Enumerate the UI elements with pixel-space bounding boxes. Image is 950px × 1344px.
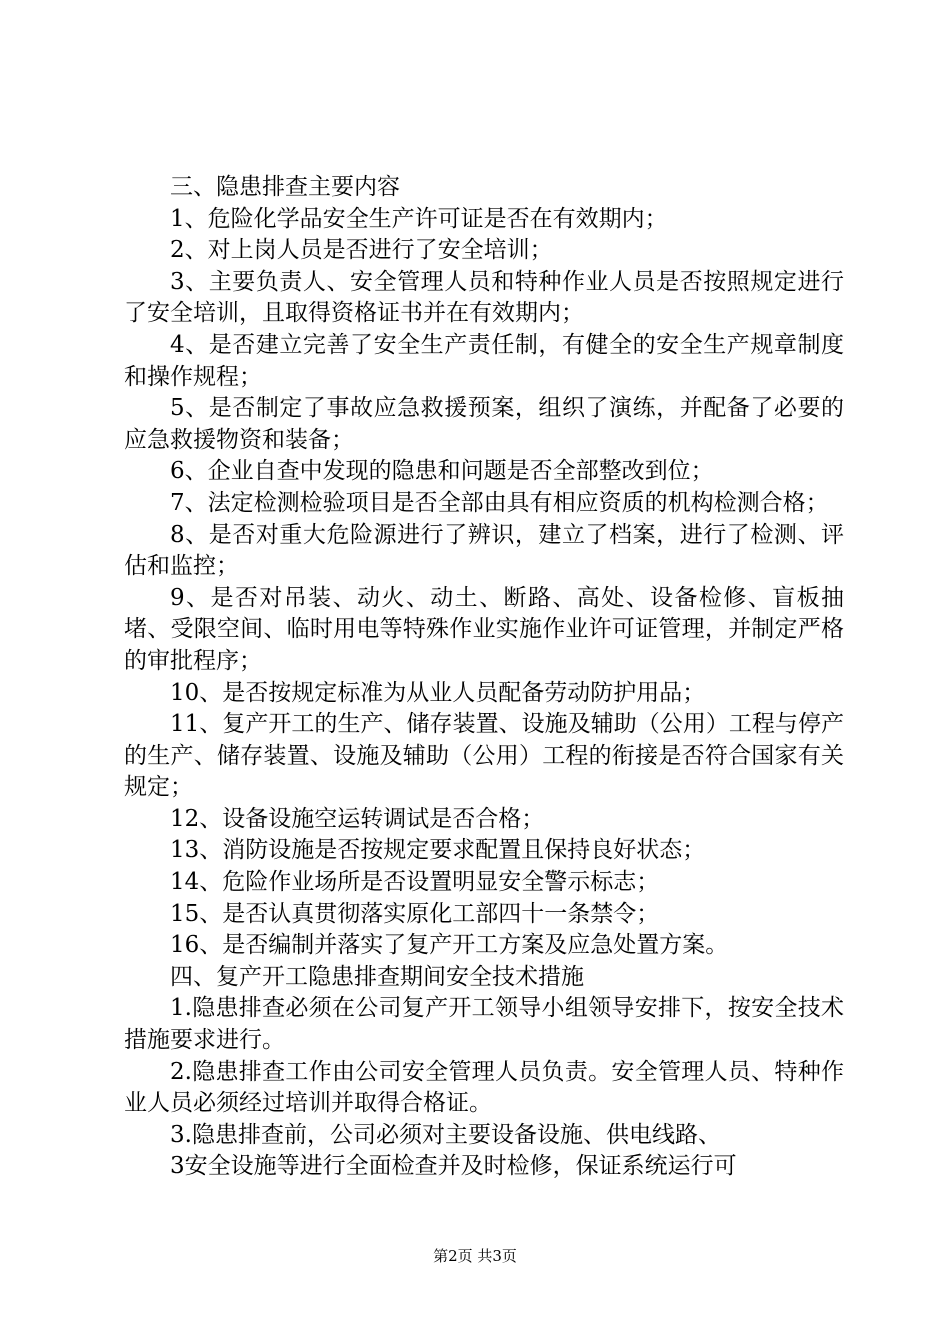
measure-item-1: 1.隐患排查必须在公司复产开工领导小组领导安排下，按安全技术措施要求进行。 (124, 995, 844, 1054)
list-item-2: 2、对上岗人员是否进行了安全培训； (170, 237, 553, 264)
list-item-7: 7、法定检测检验项目是否全部由具有相应资质的机构检测合格； (170, 489, 829, 516)
list-item-1: 1、危险化学品安全生产许可证是否在有效期内； (170, 205, 668, 232)
section-heading-3: 三、隐患排查主要内容 (170, 174, 400, 200)
section-heading-4: 四、复产开工隐患排查期间安全技术措施 (170, 963, 584, 990)
list-item-10: 10、是否按规定标准为从业人员配备劳动防护用品； (170, 679, 706, 706)
measure-item-2: 2.隐患排查工作由公司安全管理人员负责。安全管理人员、特种作业人员必须经过培训并取得合格证。 (124, 1058, 844, 1117)
list-item-16: 16、是否编制并落实了复产开工方案及应急处置方案。 (170, 932, 729, 959)
list-item-8: 8、是否对重大危险源进行了辨识，建立了档案，进行了检测、评估和监控； (124, 521, 844, 580)
page-number-footer: 第2页 共3页 (433, 1247, 517, 1265)
document-body (124, 172, 844, 1183)
list-item-11: 11、复产开工的生产、储存装置、设施及辅助（公用）工程与停产的生产、储存装置、设施及辅助（公用）工程的衔接是否符合国家有关规定； (124, 711, 844, 801)
list-item-6: 6、企业自查中发现的隐患和问题是否全部整改到位； (170, 458, 714, 485)
measure-item-3-continued: 3安全设施等进行全面检查并及时检修，保证系统运行可 (170, 1153, 737, 1180)
list-item-9: 9、是否对吊装、动火、动土、断路、高处、设备检修、盲板抽堵、受限空间、临时用电等特殊作业实施作业许可证管理，并制定严格的审批程序； (124, 584, 844, 674)
list-item-5: 5、是否制定了事故应急救援预案，组织了演练，并配备了必要的应急救援物资和装备； (124, 395, 844, 453)
list-item-14: 14、危险作业场所是否设置明显安全警示标志； (170, 869, 660, 896)
measure-item-3: 3.隐患排查前，公司必须对主要设备设施、供电线路、 (170, 1121, 721, 1148)
list-item-15: 15、是否认真贯彻落实原化工部四十一条禁令； (170, 900, 660, 927)
list-item-4: 4、是否建立完善了安全生产责任制，有健全的安全生产规章制度和操作规程； (124, 331, 844, 390)
list-item-3: 3、主要负责人、安全管理人员和特种作业人员是否按照规定进行了安全培训，且取得资格证书并在有效期内； (124, 268, 844, 327)
list-item-12: 12、设备设施空运转调试是否合格； (170, 805, 545, 832)
list-item-13: 13、消防设施是否按规定要求配置且保持良好状态； (170, 837, 706, 864)
